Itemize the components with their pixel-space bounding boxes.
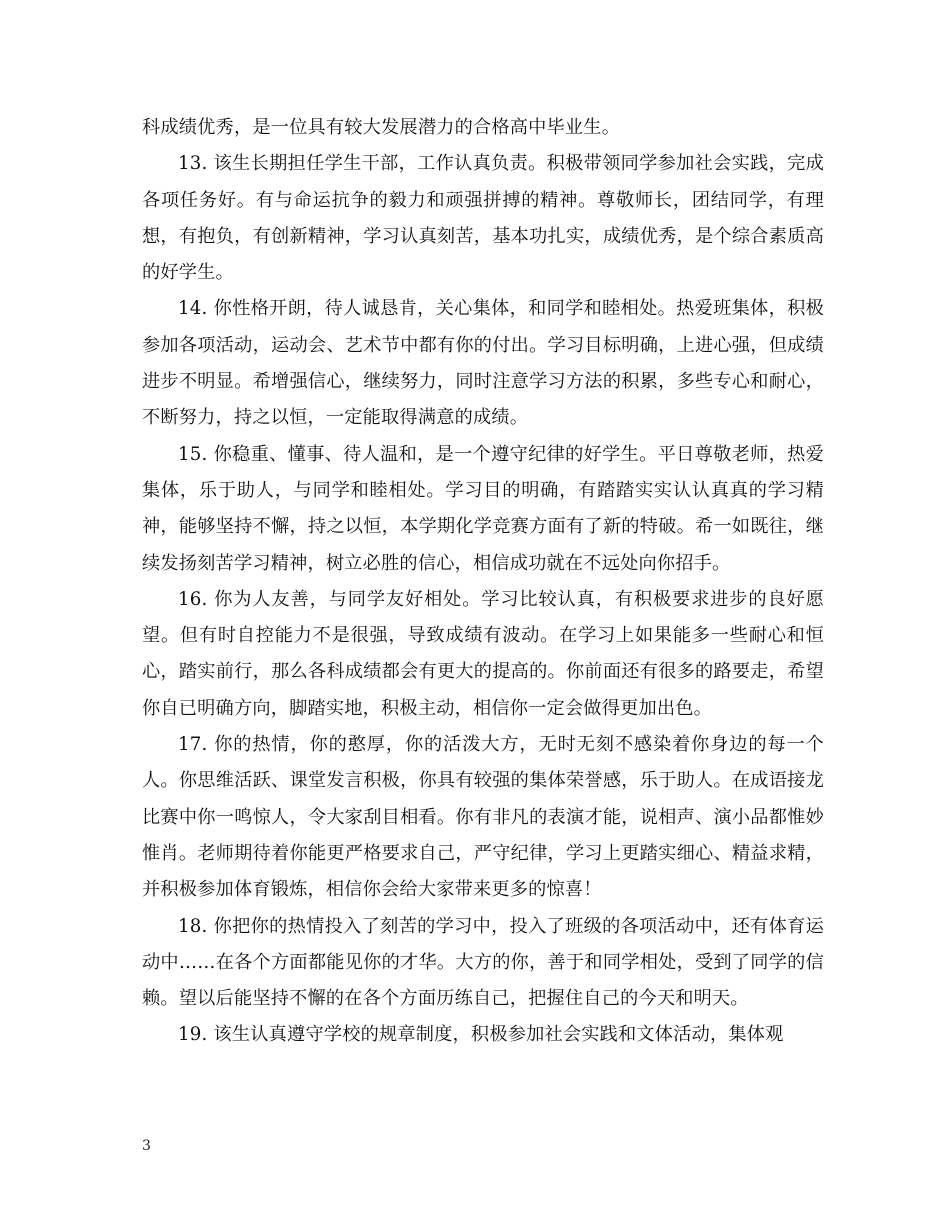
comment-paragraph-13: 13. 该生长期担任学生干部，工作认真负责。积极带领同学参加社会实践，完成各项任务好。有与命运抗争的毅力和顽强拼搏的精神。尊敬师长，团结同学，有理想，有抱负，有创新精神，学习认真刻苦，基本功扎实，成绩优秀，是个综合素质高的好学生。 [142, 153, 824, 284]
page-number: 3 [142, 1138, 151, 1154]
comment-paragraph-14: 14. 你性格开朗，待人诚恳肯，关心集体，和同学和睦相处。热爱班集体，积极参加各项活动，运动会、艺术节中都有你的付出。学习目标明确，上进心强，但成绩进步不明显。希增强信心，继续努力，同时注意学习方法的积累，多些专心和耐心，不断努力，持之以恒，一定能取得满意的成绩。 [142, 298, 824, 429]
continuation-paragraph: 科成绩优秀，是一位具有较大发展潜力的合格高中毕业生。 [142, 117, 621, 138]
comment-paragraph-17: 17. 你的热情，你的憨厚，你的活泼大方，无时无刻不感染着你身边的每一个人。你思维活跃、课堂发言积极，你具有较强的集体荣誉感，乐于助人。在成语接龙比赛中你一鸣惊人，令大家刮目相看。你有非凡的表演才能，说相声、演小品都惟妙惟肖。老师期待着你能更严格要求自己，严守纪律，学习上更踏实细心、精益求精，并积极参加体育锻炼，相信你会给大家带来更多的惊喜！ [142, 734, 824, 901]
comment-paragraph-16: 16. 你为人友善，与同学友好相处。学习比较认真，有积极要求进步的良好愿望。但有时自控能力不是很强，导致成绩有波动。在学习上如果能多一些耐心和恒心，踏实前行，那么各科成绩都会有更大的提高的。你前面还有很多的路要走，希望你自已明确方向，脚踏实地，积极主动，相信你一定会做得更加出色。 [142, 588, 824, 719]
comment-paragraph-19: 19. 该生认真遵守学校的规章制度，积极参加社会实践和文体活动，集体观 [178, 1024, 784, 1046]
comment-paragraph-15: 15. 你稳重、懂事、待人温和，是一个遵守纪律的好学生。平日尊敬老师，热爱集体，乐于助人，与同学和睦相处。学习目的明确，有踏踏实实认认真真的学习精神，能够坚持不懈，持之以恒，本学期化学竞赛方面有了新的特破。希一如既往，继续发扬刻苦学习精神，树立必胜的信心，相信成功就在不远处向你招手。 [142, 443, 824, 574]
comment-paragraph-18: 18. 你把你的热情投入了刻苦的学习中，投入了班级的各项活动中，还有体育运动中……在各个方面都能见你的才华。大方的你，善于和同学相处，受到了同学的信赖。望以后能坚持不懈的在各个方面历练自己，把握住自己的今天和明天。 [142, 915, 824, 1010]
document-body [142, 110, 824, 1054]
